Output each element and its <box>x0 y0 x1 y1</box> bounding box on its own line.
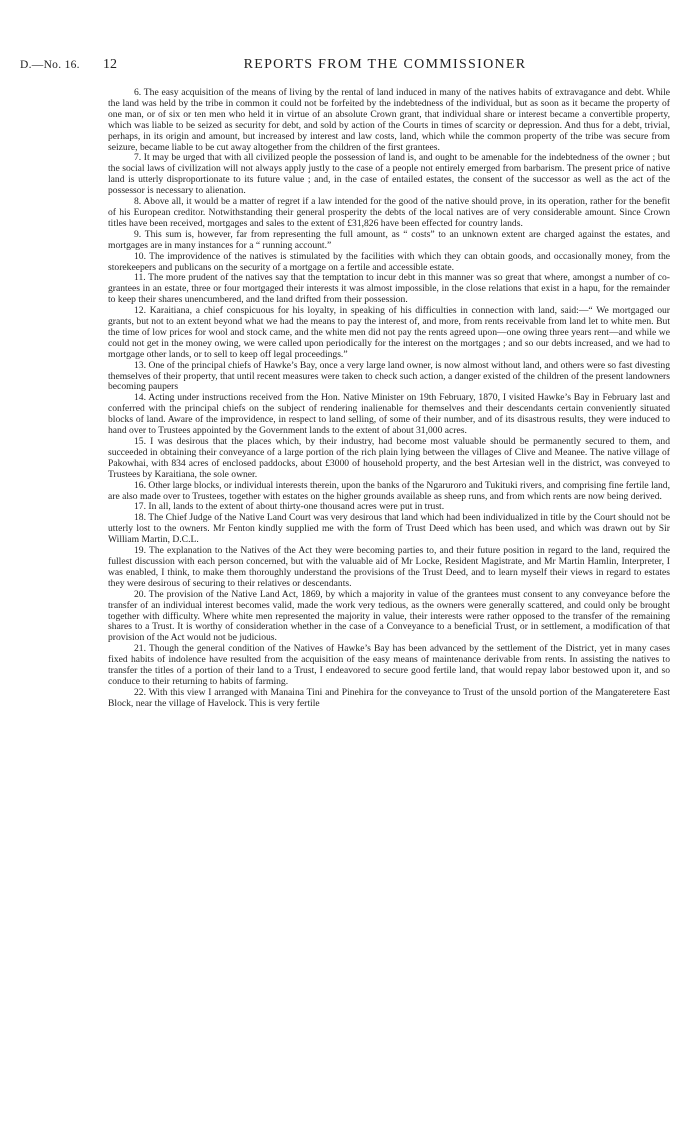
paragraph-10: 10. The improvidence of the natives is stimulated by the facilities with which they can obtain goods, and occasionally money, from the storekeepers and publicans on the security of a mortgage on a fertile and accessible estate. <box>108 250 670 273</box>
document-id: D.—No. 16. <box>20 59 80 71</box>
paragraph-18: 18. The Chief Judge of the Native Land Court was very desirous that land which had been individualized in title by the Court should not be utterly lost to the owners. Mr Fenton kindly supplied me with the form of Trust Deed which has been used, and which was drawn out by Sir William Martin, D.C.L. <box>108 512 670 546</box>
paragraph-13: 13. One of the principal chiefs of Hawke’s Bay, once a very large land owner, is now almost without land, and others were so fast divesting themselves of their property, that until recent measures were taken to check such action, a danger existed of the children of the present landowners becoming paupers <box>108 359 670 393</box>
paragraph-20: 20. The provision of the Native Land Act, 1869, by which a majority in value of the grantees must consent to any conveyance before the transfer of an individual interest becomes valid, made the work very tedious, as the owners were generally scattered, and could only be brought together with difficulty. Where white men represented the majority in value, their interests were rather opposed to the transfer of the remaining shares to a Trust. It is worthy of consideration whether in the case of a Conveyance to a beneficial Trust, or in settlement, a modification of that provision of the Act would not be judicious. <box>108 588 670 644</box>
page-header <box>0 57 700 77</box>
paragraph-11: 11. The more prudent of the natives say that the temptation to incur debt in this manner was so great that where, amongst a number of co-grantees in an estate, three or four mortgaged their interests it was almost impossible, in the close relations that exist in a hapu, for the remainder to keep their shares unencumbered, and the land drifted from their possession. <box>108 272 670 306</box>
paragraph-7: 7. It may be urged that with all civilized people the possession of land is, and ought to be amenable for the indebtedness of the owner ; but the social laws of civilization will not always apply justly to the case of a people not entirely emerged from barbarism. The present price of native land is utterly disproportionate to its future value ; and, in the case of entailed estates, the consent of the successor as well as the act of the possessor is necessary to alienation. <box>108 152 670 197</box>
running-title: REPORTS FROM THE COMMISSIONER <box>243 57 527 72</box>
paragraph-22: 22. With this view I arranged with Manaina Tini and Pinehira for the conveyance to Trust of the unsold portion of the Mangateretere East Block, near the village of Havelock. This is very fertile <box>108 686 670 709</box>
page-number: 12 <box>103 57 117 72</box>
paragraph-16: 16. Other large blocks, or individual interests therein, upon the banks of the Ngaruroro and Tukituki rivers, and comprising fine fertile land, are also made over to Trustees, together with estates on the higher grounds available as sheep runs, and from which rents are now being derived. <box>108 479 670 502</box>
paragraph-19: 19. The explanation to the Natives of the Act they were becoming parties to, and their future position in regard to the land, required the fullest discussion with each person concerned, but with the valuable aid of Mr Locke, Resident Magistrate, and Mr Martin Hamlin, Interpreter, I was enabled, I think, to make them thoroughly understand the provisions of the Trust Deed, and to learn myself their views in regard to estates they were desirous of securing to their relatives or descendants. <box>108 545 670 589</box>
paragraph-9: 9. This sum is, however, far from representing the full amount, as “ costs” to an unknown extent are charged against the estates, and mortgages are in many instances for a “ running account.” <box>108 228 670 251</box>
report-body <box>108 88 670 710</box>
paragraph-14: 14. Acting under instructions received from the Hon. Native Minister on 19th February, 1870, I visited Hawke’s Bay in February last and conferred with the principal chiefs on the subject of rendering inalienable for themselves and their descendants certain conveniently situated blocks of land. Aware of the improvidence, in respect to land selling, of some of their number, and of its disastrous results, they were induced to hand over to Trustees appointed by the Government lands to the extent of about 31,000 acres. <box>108 392 670 437</box>
paragraph-15: 15. I was desirous that the places which, by their industry, had become most valuable should be permanently secured to them, and succeeded in obtaining their conveyance of a large portion of the rich plain lying between the villages of Clive and Meanee. The native village of Pakowhai, with 834 acres of enclosed paddocks, about £3000 of household property, and the best Artesian well in the district, was conveyed to Trustees by Karaitiana, the sole owner. <box>108 436 670 480</box>
paragraph-12: 12. Karaitiana, a chief conspicuous for his loyalty, in speaking of his difficulties in connection with land, said:—“ We mortgaged our grants, but not to an extent beyond what we had the means to pay the interest of, and more, from rents receivable from land let to white men. But the time of low prices for wool and stock came, and the white men did not pay the rents agreed upon—one owing three years rent—and while we could not get in the money owing, we were called upon periodically for the interest on the mortgages ; and so our debts increased, and we had to mortgage other lands, or to sell to keep off legal proceedings.” <box>108 305 670 360</box>
paragraph-6: 6. The easy acquisition of the means of living by the rental of land induced in many of the natives habits of extravagance and debt. While the land was held by the tribe in common it could not be forfeited by the indebtedness of the individual, but as soon as it became the property of one man, or of six or ten men who held it in virtue of an absolute Crown grant, that individual share or interest became a convertible property, which was liable to be seized as security for debt, and sold by action of the Courts in times of scarcity or depression. And thus for a debt, trivial, perhaps, in its origin and amount, but increased by interest and law costs, land, which while the common property of the tribe was secure from seizure, became liable to be cut away altogether from the children of the first grantees. <box>108 87 670 153</box>
paragraph-21: 21. Though the general condition of the Natives of Hawke’s Bay has been advanced by the settlement of the District, yet in many cases fixed habits of indolence have resulted from the acquisition of the easy means of maintenance derivable from rents. In assisting the natives to transfer the titles of a portion of their land to a Trust, I endeavored to secure good fertile land, that would repay labor bestowed upon it, and so conduce to their returning to habits of farming. <box>108 643 670 687</box>
paragraph-17: 17. In all, lands to the extent of about thirty-one thousand acres were put in trust. <box>134 501 445 513</box>
paragraph-8: 8. Above all, it would be a matter of regret if a law intended for the good of the native should prove, in its operation, rather for the benefit of his European creditor. Notwithstanding their general prosperity the debts of the local natives are of very considerable amount. Since Crown titles have been received, mortgages and sales to the extent of £31,826 have been effected for country lands. <box>108 196 670 229</box>
